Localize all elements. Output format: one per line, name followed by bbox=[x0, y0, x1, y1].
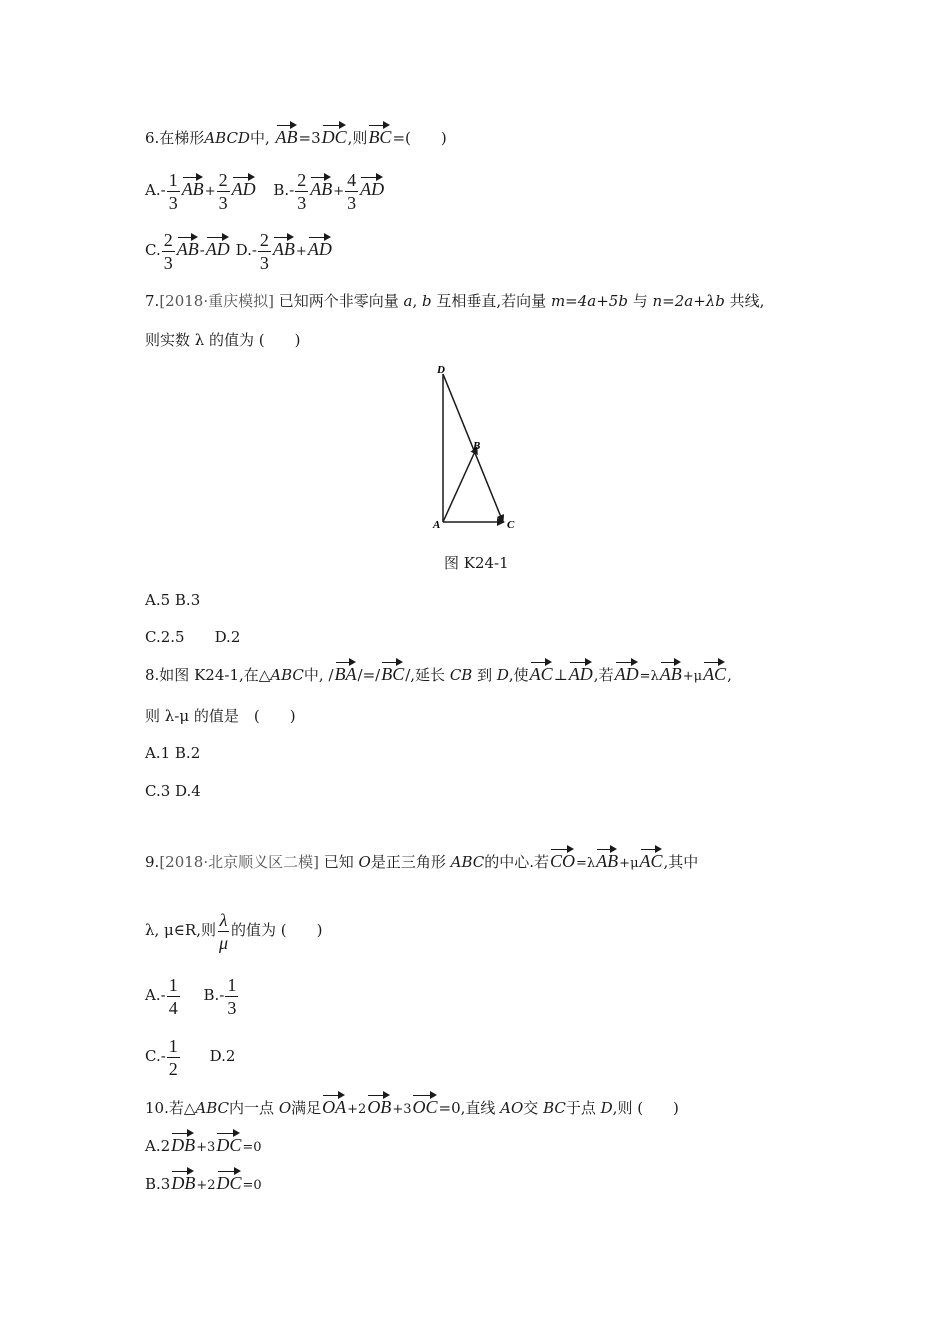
option-label: B.3 bbox=[145, 1175, 171, 1193]
point-d: D bbox=[496, 666, 509, 684]
q9-text: ,其中 bbox=[663, 853, 699, 871]
numerator: 1 bbox=[168, 169, 178, 190]
q6-stem bbox=[145, 124, 447, 150]
vector-ab-line bbox=[443, 447, 477, 522]
vector-bc: BC bbox=[381, 661, 404, 683]
fraction bbox=[162, 231, 175, 272]
q8-text: /,延长 bbox=[405, 666, 450, 684]
figure-k24-1 bbox=[425, 360, 525, 535]
denominator: 4 bbox=[168, 997, 178, 1018]
vector-ad: AD bbox=[360, 176, 384, 198]
q10-text: =0,直线 bbox=[438, 1099, 501, 1117]
triangle-name: ABC bbox=[450, 853, 485, 871]
q8-options-cd: C.3 D.4 bbox=[145, 782, 201, 800]
numerator: 2 bbox=[297, 169, 307, 190]
numerator: 1 bbox=[168, 1035, 178, 1056]
sign: + bbox=[204, 184, 216, 199]
sign: - bbox=[160, 181, 166, 199]
numerator: 1 bbox=[168, 974, 178, 995]
q7-text: 共线, bbox=[724, 292, 765, 310]
numerator: 2 bbox=[163, 229, 173, 250]
vector-ad: AD bbox=[308, 236, 332, 258]
option-label: B. bbox=[273, 181, 290, 199]
q8-text: , bbox=[727, 666, 732, 684]
q7-expr-m: m=4a+5b bbox=[550, 292, 628, 310]
q10-text: =0 bbox=[242, 1178, 262, 1193]
vector-ad: AD bbox=[232, 176, 256, 198]
vector-db: DB bbox=[171, 1170, 195, 1192]
line-ao: AO bbox=[500, 1099, 524, 1117]
triangle-name: ABC bbox=[195, 1099, 230, 1117]
q6-trapezoid-name: ABCD bbox=[204, 129, 250, 147]
q7-text: 与 bbox=[627, 292, 653, 310]
q7-text: 已知两个非零向量 bbox=[273, 292, 404, 310]
q10-text: 10.若△ bbox=[145, 1099, 196, 1117]
q10-text: +2 bbox=[347, 1102, 367, 1117]
q10-text: 于点 bbox=[565, 1099, 601, 1117]
vector-ob: OB bbox=[367, 1094, 391, 1116]
vector-bc: BC bbox=[368, 124, 391, 146]
sign: - bbox=[160, 1047, 166, 1065]
q6-text: 中, bbox=[249, 129, 270, 147]
lambda-over-mu-fraction bbox=[217, 911, 230, 952]
sign: + bbox=[295, 244, 307, 259]
q7-stem-line2: 则实数 λ 的值为 ( ) bbox=[145, 331, 301, 349]
q9-text: =λ bbox=[576, 856, 596, 871]
q7-options-ab: A.5 B.3 bbox=[145, 591, 201, 609]
q9-text: +μ bbox=[619, 856, 639, 871]
q8-text: 中, / bbox=[303, 666, 334, 684]
vector-db: DB bbox=[171, 1132, 195, 1154]
numerator: 4 bbox=[347, 169, 357, 190]
q10-text: 内一点 bbox=[229, 1099, 279, 1117]
q10-text: +3 bbox=[196, 1140, 216, 1155]
sign: - bbox=[160, 986, 166, 1004]
option-label: D. bbox=[235, 241, 252, 259]
point-o: O bbox=[358, 853, 371, 871]
vector-ac: AC bbox=[530, 661, 553, 683]
q7-number: 7. bbox=[145, 292, 160, 310]
q8-text: =λ bbox=[639, 669, 659, 684]
denominator: 3 bbox=[163, 252, 173, 273]
sign: - bbox=[251, 241, 257, 259]
q6-text: 6.在梯形 bbox=[145, 129, 205, 147]
denominator: 2 bbox=[168, 1058, 178, 1079]
var-a: a bbox=[403, 292, 413, 310]
sign: + bbox=[333, 184, 345, 199]
vector-ad: AD bbox=[206, 236, 230, 258]
triangle-name: ABC bbox=[270, 666, 304, 684]
vector-ad: AD bbox=[569, 661, 593, 683]
vector-ac: AC bbox=[640, 848, 663, 870]
fraction bbox=[295, 171, 308, 212]
q10-text: =0 bbox=[242, 1140, 262, 1155]
q9-text: λ, μ∈R,则 bbox=[145, 921, 216, 939]
q8-text: ,使 bbox=[508, 666, 529, 684]
q10-text: +3 bbox=[392, 1102, 412, 1117]
q10-option-b bbox=[145, 1170, 262, 1198]
point-label-d: D bbox=[437, 364, 445, 376]
vector-oc: OC bbox=[412, 1094, 437, 1116]
q10-stem bbox=[145, 1094, 679, 1122]
vector-dc: DC bbox=[217, 1170, 242, 1192]
fraction bbox=[217, 171, 230, 212]
option-label: A.2 bbox=[145, 1137, 171, 1155]
fraction bbox=[167, 171, 180, 212]
q9-number: 9. bbox=[145, 853, 160, 871]
denominator: 3 bbox=[168, 192, 178, 213]
q9-options-ab bbox=[145, 975, 239, 1017]
point-label-a: A bbox=[433, 519, 441, 531]
vector-ba: BA bbox=[335, 661, 357, 683]
q10-text: ,则 ( ) bbox=[612, 1099, 679, 1117]
fraction bbox=[345, 171, 358, 212]
vector-ab: AB bbox=[596, 848, 618, 870]
vector-ab: AB bbox=[177, 236, 199, 258]
option-label: C. bbox=[145, 241, 161, 259]
denominator: 3 bbox=[218, 192, 228, 213]
q6-options-cd bbox=[145, 230, 333, 272]
vector-dc: DC bbox=[322, 124, 347, 146]
q6-options-ab bbox=[145, 170, 385, 212]
option-label: B. bbox=[203, 986, 220, 1004]
q10-text: +2 bbox=[196, 1178, 216, 1193]
fraction bbox=[258, 231, 271, 272]
q8-stem-line2: 则 λ-μ 的值是 ( ) bbox=[145, 707, 296, 725]
q9-source-tag: [2018·北京顺义区二模] bbox=[159, 853, 319, 871]
vector-ab: AB bbox=[276, 124, 298, 146]
option-label: A. bbox=[145, 181, 161, 199]
fraction bbox=[167, 976, 180, 1017]
sign: - bbox=[289, 181, 295, 199]
figure-caption: 图 K24-1 bbox=[444, 554, 509, 572]
q7-text: 互相垂直,若向量 bbox=[431, 292, 551, 310]
vector-ac: AC bbox=[703, 661, 726, 683]
segment-bc: BC bbox=[543, 1099, 566, 1117]
q8-options-ab: A.1 B.2 bbox=[145, 744, 201, 762]
q6-answer-blank: =( ) bbox=[392, 129, 447, 147]
q9-text: 已知 bbox=[318, 853, 359, 871]
q7-text: , bbox=[412, 292, 423, 310]
vector-ab: AB bbox=[273, 236, 295, 258]
numerator: 2 bbox=[259, 229, 269, 250]
q10-text: 满足 bbox=[291, 1099, 322, 1117]
perp-symbol: ⊥ bbox=[553, 666, 568, 684]
point-o: O bbox=[278, 1099, 292, 1117]
q8-text: /=/ bbox=[357, 666, 381, 684]
q9-text: 的值为 ( ) bbox=[231, 921, 323, 939]
numerator: 2 bbox=[218, 169, 228, 190]
vector-dc: DC bbox=[216, 1132, 241, 1154]
point-label-c: C bbox=[507, 519, 515, 531]
q9-stem-line1 bbox=[145, 848, 698, 876]
option-label: D.2 bbox=[209, 1047, 236, 1065]
sign: - bbox=[199, 241, 205, 259]
vector-ab: AB bbox=[310, 176, 332, 198]
denominator: μ bbox=[218, 932, 229, 953]
vector-ad: AD bbox=[615, 661, 639, 683]
q8-text: 到 bbox=[472, 666, 497, 684]
fraction bbox=[225, 976, 238, 1017]
denominator: 3 bbox=[227, 997, 237, 1018]
q8-text: ,若 bbox=[593, 666, 614, 684]
q10-text: 交 bbox=[523, 1099, 544, 1117]
q7-stem-line1 bbox=[145, 289, 764, 313]
q7-expr-n: n=2a+λb bbox=[652, 292, 725, 310]
q9-text: 是正三角形 bbox=[370, 853, 451, 871]
q9-stem-line2 bbox=[145, 910, 323, 952]
fraction bbox=[167, 1037, 180, 1078]
numerator: 1 bbox=[227, 974, 237, 995]
vector-oa: OA bbox=[322, 1094, 346, 1116]
q10-option-a bbox=[145, 1132, 262, 1160]
vector-co: CO bbox=[550, 848, 575, 870]
q8-text: 8.如图 K24-1,在△ bbox=[145, 666, 271, 684]
var-b: b bbox=[422, 292, 432, 310]
q7-options-cd: C.2.5 D.2 bbox=[145, 628, 241, 646]
sign: - bbox=[219, 986, 225, 1004]
denominator: 3 bbox=[297, 192, 307, 213]
q6-text: =3 bbox=[298, 129, 321, 147]
q7-source-tag: [2018·重庆模拟] bbox=[159, 292, 274, 310]
q8-text: +μ bbox=[682, 669, 703, 684]
point-d: D bbox=[600, 1099, 613, 1117]
option-label: C. bbox=[145, 1047, 161, 1065]
denominator: 3 bbox=[347, 192, 357, 213]
segment-cb: CB bbox=[449, 666, 473, 684]
q8-stem-line1 bbox=[145, 661, 732, 689]
q9-text: 的中心.若 bbox=[484, 853, 550, 871]
denominator: 3 bbox=[259, 252, 269, 273]
numerator: λ bbox=[219, 909, 228, 930]
vector-ab: AB bbox=[182, 176, 204, 198]
point-label-b: B bbox=[473, 440, 481, 452]
q6-text: ,则 bbox=[347, 129, 368, 147]
q9-options-cd bbox=[145, 1036, 235, 1078]
vector-ab: AB bbox=[660, 661, 682, 683]
option-label: A. bbox=[145, 986, 161, 1004]
